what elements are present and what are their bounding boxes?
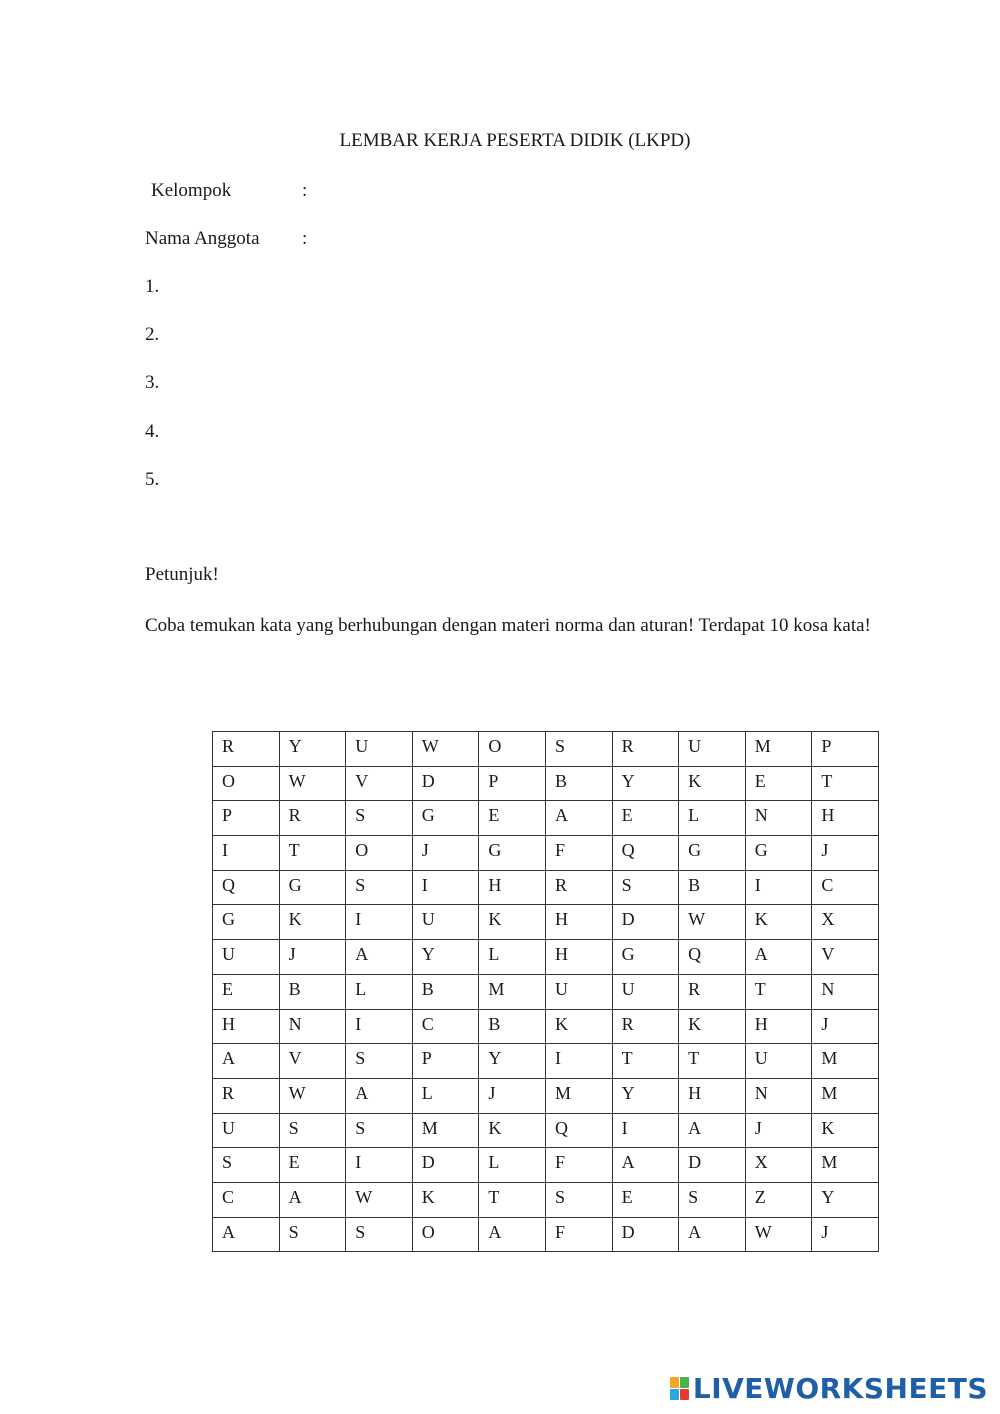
grid-cell[interactable]: K — [745, 905, 812, 940]
grid-cell[interactable]: R — [612, 732, 679, 767]
grid-cell[interactable]: R — [612, 1009, 679, 1044]
grid-cell[interactable]: S — [612, 870, 679, 905]
grid-cell[interactable]: Y — [612, 1078, 679, 1113]
grid-cell[interactable]: F — [545, 1217, 612, 1252]
grid-cell[interactable]: H — [679, 1078, 746, 1113]
grid-cell[interactable]: G — [612, 940, 679, 975]
grid-cell[interactable]: S — [346, 1044, 413, 1079]
grid-cell[interactable]: I — [346, 905, 413, 940]
grid-cell[interactable]: K — [545, 1009, 612, 1044]
grid-cell[interactable]: V — [812, 940, 879, 975]
grid-cell[interactable]: N — [279, 1009, 346, 1044]
grid-cell[interactable]: Y — [479, 1044, 546, 1079]
grid-cell[interactable]: Z — [745, 1182, 812, 1217]
grid-cell[interactable]: B — [679, 870, 746, 905]
grid-cell[interactable]: A — [679, 1217, 746, 1252]
grid-cell[interactable]: G — [745, 836, 812, 871]
grid-cell[interactable]: G — [213, 905, 280, 940]
grid-cell[interactable]: A — [612, 1148, 679, 1183]
grid-row — [213, 1148, 879, 1183]
grid-cell[interactable]: S — [346, 1113, 413, 1148]
grid-cell[interactable]: I — [745, 870, 812, 905]
grid-cell[interactable]: M — [745, 732, 812, 767]
grid-cell[interactable]: A — [346, 940, 413, 975]
grid-cell[interactable]: W — [745, 1217, 812, 1252]
logo-text: LIVEWORKSHEETS — [692, 1371, 988, 1405]
grid-cell[interactable]: G — [679, 836, 746, 871]
grid-cell[interactable]: R — [545, 870, 612, 905]
grid-cell[interactable]: A — [545, 801, 612, 836]
grid-cell[interactable]: G — [412, 801, 479, 836]
anggota-label: Nama Anggota — [145, 228, 260, 249]
grid-row — [213, 940, 879, 975]
grid-cell[interactable]: J — [812, 836, 879, 871]
grid-cell[interactable]: M — [812, 1078, 879, 1113]
grid-cell[interactable]: K — [812, 1113, 879, 1148]
grid-cell[interactable]: H — [812, 801, 879, 836]
grid-cell[interactable]: A — [213, 1217, 280, 1252]
grid-cell[interactable]: S — [545, 1182, 612, 1217]
grid-cell[interactable]: G — [279, 870, 346, 905]
grid-cell[interactable]: S — [679, 1182, 746, 1217]
grid-cell[interactable]: A — [679, 1113, 746, 1148]
grid-cell[interactable]: R — [213, 1078, 280, 1113]
grid-cell[interactable]: G — [479, 836, 546, 871]
grid-cell[interactable]: U — [213, 940, 280, 975]
grid-cell[interactable]: I — [612, 1113, 679, 1148]
grid-cell[interactable]: N — [745, 801, 812, 836]
grid-cell[interactable]: L — [479, 1148, 546, 1183]
grid-row — [213, 974, 879, 1009]
grid-cell[interactable]: B — [545, 766, 612, 801]
grid-cell[interactable]: W — [412, 732, 479, 767]
grid-cell[interactable]: M — [545, 1078, 612, 1113]
kelompok-colon: : — [302, 180, 308, 201]
grid-cell[interactable]: X — [812, 905, 879, 940]
member-1: 1. — [145, 276, 160, 297]
grid-cell[interactable]: S — [213, 1148, 280, 1183]
grid-row — [213, 1009, 879, 1044]
grid-row — [213, 870, 879, 905]
grid-cell[interactable]: I — [213, 836, 280, 871]
grid-cell[interactable]: U — [679, 732, 746, 767]
grid-cell[interactable]: S — [346, 801, 413, 836]
grid-cell[interactable]: A — [745, 940, 812, 975]
kelompok-label: Kelompok — [151, 180, 232, 201]
grid-cell[interactable]: A — [346, 1078, 413, 1113]
grid-cell[interactable]: A — [213, 1044, 280, 1079]
grid-cell[interactable]: S — [346, 1217, 413, 1252]
grid-cell[interactable]: B — [279, 974, 346, 1009]
grid-cell[interactable]: J — [812, 1009, 879, 1044]
grid-cell[interactable]: O — [346, 836, 413, 871]
grid-cell[interactable]: R — [679, 974, 746, 1009]
grid-cell[interactable]: K — [679, 1009, 746, 1044]
grid-cell[interactable]: K — [479, 905, 546, 940]
grid-cell[interactable]: O — [213, 766, 280, 801]
page-title: LEMBAR KERJA PESERTA DIDIK (LKPD) — [339, 130, 691, 151]
grid-cell[interactable]: S — [279, 1113, 346, 1148]
grid-cell[interactable]: F — [545, 836, 612, 871]
grid-cell[interactable]: B — [412, 974, 479, 1009]
grid-cell[interactable]: K — [679, 766, 746, 801]
grid-cell[interactable]: N — [812, 974, 879, 1009]
grid-cell[interactable]: J — [279, 940, 346, 975]
grid-cell[interactable]: K — [412, 1182, 479, 1217]
grid-cell[interactable]: S — [346, 870, 413, 905]
grid-cell[interactable]: M — [812, 1148, 879, 1183]
grid-cell[interactable]: H — [545, 905, 612, 940]
member-4: 4. — [145, 421, 160, 442]
grid-cell[interactable]: L — [412, 1078, 479, 1113]
grid-cell[interactable]: X — [745, 1148, 812, 1183]
grid-cell[interactable]: E — [213, 974, 280, 1009]
grid-cell[interactable]: N — [745, 1078, 812, 1113]
word-search-grid — [212, 731, 879, 1252]
grid-row — [213, 836, 879, 871]
grid-cell[interactable]: T — [279, 836, 346, 871]
grid-cell[interactable]: D — [679, 1148, 746, 1183]
member-3: 3. — [145, 372, 160, 393]
grid-row — [213, 1044, 879, 1079]
grid-cell[interactable]: U — [213, 1113, 280, 1148]
grid-row — [213, 1217, 879, 1252]
grid-row — [213, 1182, 879, 1217]
grid-cell[interactable]: V — [279, 1044, 346, 1079]
grid-cell[interactable]: H — [213, 1009, 280, 1044]
grid-cell[interactable]: V — [346, 766, 413, 801]
grid-cell[interactable]: E — [479, 801, 546, 836]
grid-cell[interactable]: F — [545, 1148, 612, 1183]
grid-cell[interactable]: O — [412, 1217, 479, 1252]
grid-cell[interactable]: E — [612, 1182, 679, 1217]
instruction-text: Coba temukan kata yang berhubungan dengan materi norma dan aturan! Terdapat 10 kosa kata! — [145, 615, 871, 636]
grid-cell[interactable]: H — [745, 1009, 812, 1044]
grid-cell[interactable]: U — [346, 732, 413, 767]
grid-cell[interactable]: D — [612, 1217, 679, 1252]
grid-cell[interactable]: S — [545, 732, 612, 767]
grid-cell[interactable]: C — [213, 1182, 280, 1217]
grid-row — [213, 766, 879, 801]
grid-cell[interactable]: W — [279, 766, 346, 801]
grid-cell[interactable]: K — [479, 1113, 546, 1148]
grid-cell[interactable]: Q — [612, 836, 679, 871]
grid-cell[interactable]: P — [479, 766, 546, 801]
grid-cell[interactable]: U — [612, 974, 679, 1009]
grid-cell[interactable]: E — [279, 1148, 346, 1183]
grid-cell[interactable]: A — [479, 1217, 546, 1252]
grid-cell[interactable]: J — [479, 1078, 546, 1113]
grid-cell[interactable]: H — [545, 940, 612, 975]
grid-cell[interactable]: J — [745, 1113, 812, 1148]
petunjuk-heading: Petunjuk! — [145, 564, 219, 585]
grid-cell[interactable]: L — [346, 974, 413, 1009]
grid-cell[interactable]: J — [812, 1217, 879, 1252]
grid-cell[interactable]: E — [745, 766, 812, 801]
liveworksheets-logo — [670, 1370, 988, 1406]
grid-row — [213, 905, 879, 940]
grid-cell[interactable]: I — [545, 1044, 612, 1079]
grid-cell[interactable]: P — [412, 1044, 479, 1079]
grid-cell[interactable]: M — [479, 974, 546, 1009]
anggota-colon: : — [302, 228, 308, 249]
grid-cell[interactable]: Q — [679, 940, 746, 975]
grid-cell[interactable]: U — [412, 905, 479, 940]
grid-row — [213, 1113, 879, 1148]
grid-cell[interactable]: W — [279, 1078, 346, 1113]
grid-cell[interactable]: W — [346, 1182, 413, 1217]
grid-cell[interactable]: Y — [812, 1182, 879, 1217]
grid-cell[interactable]: M — [412, 1113, 479, 1148]
grid-cell[interactable]: I — [346, 1148, 413, 1183]
grid-cell[interactable]: L — [479, 940, 546, 975]
liveworksheets-logo-icon — [670, 1377, 689, 1400]
grid-cell[interactable]: C — [812, 870, 879, 905]
grid-cell[interactable]: O — [479, 732, 546, 767]
grid-cell[interactable]: W — [679, 905, 746, 940]
grid-row — [213, 801, 879, 836]
grid-cell[interactable]: H — [479, 870, 546, 905]
grid-cell[interactable]: T — [745, 974, 812, 1009]
grid-cell[interactable]: T — [812, 766, 879, 801]
grid-cell[interactable]: S — [279, 1217, 346, 1252]
grid-cell[interactable]: I — [346, 1009, 413, 1044]
grid-cell[interactable]: K — [279, 905, 346, 940]
grid-row — [213, 732, 879, 767]
grid-cell[interactable]: T — [612, 1044, 679, 1079]
grid-cell[interactable]: Y — [412, 940, 479, 975]
member-2: 2. — [145, 324, 160, 345]
grid-cell[interactable]: T — [679, 1044, 746, 1079]
grid-cell[interactable]: L — [679, 801, 746, 836]
grid-cell[interactable]: T — [479, 1182, 546, 1217]
grid-cell[interactable]: P — [812, 732, 879, 767]
grid-cell[interactable]: C — [412, 1009, 479, 1044]
grid-cell[interactable]: I — [412, 870, 479, 905]
grid-cell[interactable]: Y — [279, 732, 346, 767]
member-5: 5. — [145, 469, 160, 490]
grid-cell[interactable]: U — [545, 974, 612, 1009]
grid-cell[interactable]: P — [213, 801, 280, 836]
grid-row — [213, 1078, 879, 1113]
grid-cell[interactable]: D — [412, 766, 479, 801]
grid-cell[interactable]: Y — [612, 766, 679, 801]
grid-cell[interactable]: D — [612, 905, 679, 940]
grid-cell[interactable]: A — [279, 1182, 346, 1217]
grid-cell[interactable]: D — [412, 1148, 479, 1183]
grid-cell[interactable]: Q — [213, 870, 280, 905]
grid-cell[interactable]: M — [812, 1044, 879, 1079]
grid-cell[interactable]: J — [412, 836, 479, 871]
grid-cell[interactable]: R — [213, 732, 280, 767]
grid-cell[interactable]: R — [279, 801, 346, 836]
grid-cell[interactable]: B — [479, 1009, 546, 1044]
grid-cell[interactable]: E — [612, 801, 679, 836]
grid-cell[interactable]: U — [745, 1044, 812, 1079]
grid-cell[interactable]: Q — [545, 1113, 612, 1148]
